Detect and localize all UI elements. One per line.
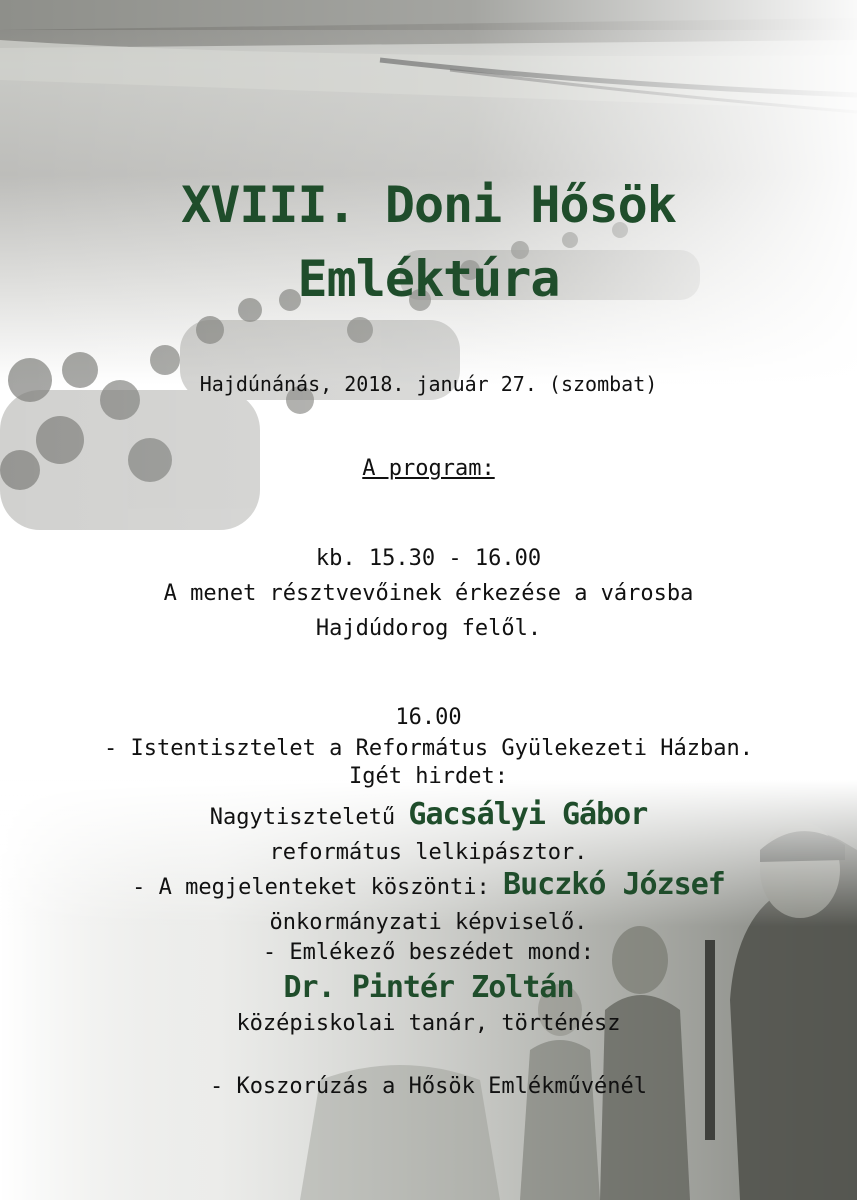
- block2-line-6: önkormányzati képviselő.: [269, 910, 588, 935]
- block1-time: kb. 15.30 - 16.00: [315, 546, 542, 571]
- block2-line-2: Igét hirdet:: [349, 764, 508, 789]
- preacher-name: Gacsályi Gábor: [408, 797, 648, 832]
- title-line-2: Emléktúra: [297, 250, 560, 308]
- block1-line-1: A menet résztvevőinek érkezése a városba: [163, 581, 694, 606]
- block2-line-5: [0, 867, 857, 902]
- block2-line-7: - Emlékező beszédet mond:: [262, 940, 595, 965]
- block1-line-2: Hajdúdorog felől.: [315, 616, 542, 641]
- block2-line-3: [0, 797, 857, 832]
- block2-line-10: - Koszorúzás a Hősök Emlékművénél: [209, 1074, 648, 1099]
- block2-line-4: református lelkipásztor.: [269, 840, 588, 865]
- block2-line-1: - Istentisztelet a Református Gyülekezeti Házban.: [103, 736, 753, 761]
- preacher-title: Nagytiszteletű: [209, 805, 409, 830]
- title-line-1: XVIII. Doni Hősök: [181, 176, 676, 234]
- block2-time: 16.00: [395, 705, 462, 730]
- speaker-name: Dr. Pintér Zoltán: [283, 970, 574, 1005]
- event-date-location: Hajdúnánás, 2018. január 27. (szombat): [199, 372, 658, 396]
- program-heading: A program:: [362, 456, 495, 481]
- greeting-text: - A megjelenteket köszönti:: [132, 875, 504, 900]
- block2-line-9: középiskolai tanár, történész: [236, 1011, 621, 1036]
- greeter-name: Buczkó József: [503, 867, 725, 902]
